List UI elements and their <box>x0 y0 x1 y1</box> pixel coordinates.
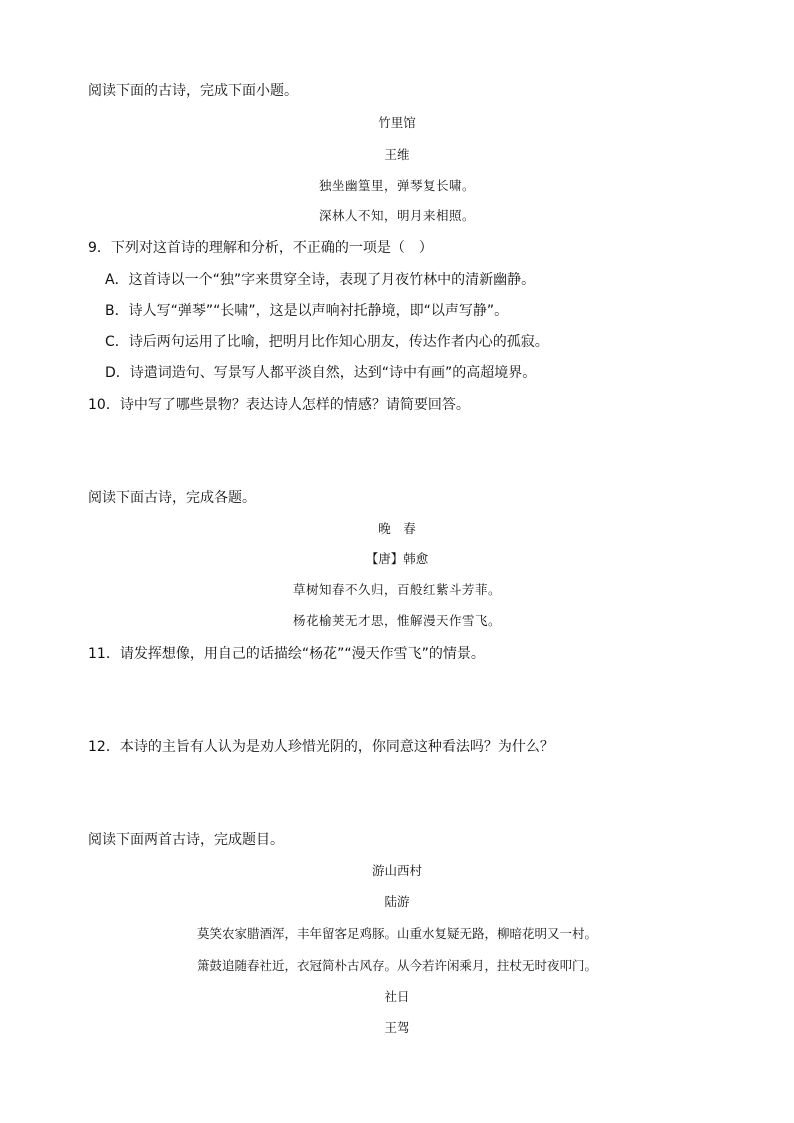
poem-title-sheri: 社日 <box>384 989 410 1004</box>
question-9-option-d: D．诗遣词造句、写景写人都平淡自然，达到“诗中有画”的高超境界。 <box>105 365 537 381</box>
section2-instruction: 阅读下面古诗，完成各题。 <box>88 490 256 506</box>
question-12: 12．本诗的主旨有人认为是劝人珍惜光阴的，你同意这种看法吗？为什么？ <box>88 739 554 755</box>
poem-line: 杨花榆荚无才思，惟解漫天作雪飞。 <box>292 613 501 628</box>
question-9-option-c: C．诗后两句运用了比喻，把明月比作知心朋友，传达作者内心的孤寂。 <box>105 334 549 350</box>
question-9-option-b: B．诗人写“弹琴”“长啸”，这是以声响衬托静境，即“以声写静”。 <box>105 303 509 319</box>
question-11: 11．请发挥想像，用自己的话描绘“杨花”“漫天作雪飞”的情景。 <box>88 646 485 662</box>
section1-instruction: 阅读下面的古诗，完成下面小题。 <box>88 83 298 99</box>
poem-author-luyou: 陆游 <box>384 894 410 909</box>
poem-line: 莫笑农家腊酒浑，丰年留客足鸡豚。山重水复疑无路，柳暗花明又一村。 <box>196 926 597 941</box>
poem-author-hanyu: 【唐】韩愈 <box>365 551 429 566</box>
poem-line: 箫鼓追随春社近，衣冠简朴古风存。从今若许闲乘月，拄杖无时夜叩门。 <box>196 958 597 973</box>
poem-line: 草树知春不久归，百般红紫斗芳菲。 <box>292 582 501 597</box>
question-9-option-a: A．这首诗以一个“独”字来贯穿全诗，表现了月夜竹林中的清新幽静。 <box>105 272 536 288</box>
poem-author-wangjia: 王驾 <box>384 1020 410 1035</box>
poem-line: 深林人不知，明月来相照。 <box>318 208 475 223</box>
question-9-stem: 9．下列对这首诗的理解和分析，不正确的一项是（ ） <box>88 240 433 256</box>
poem-title-wanchun: 晚 春 <box>378 521 416 536</box>
section3-instruction: 阅读下面两首古诗，完成题目。 <box>88 832 284 848</box>
poem-title-youshanxicun: 游山西村 <box>371 863 422 878</box>
poem-author-wangwei: 王维 <box>384 147 410 162</box>
question-10: 10．诗中写了哪些景物？表达诗人怎样的情感？请简要回答。 <box>88 397 470 413</box>
poem-title-zhuliguan: 竹里馆 <box>378 115 416 130</box>
poem-line: 独坐幽篁里，弹琴复长啸。 <box>318 178 475 193</box>
